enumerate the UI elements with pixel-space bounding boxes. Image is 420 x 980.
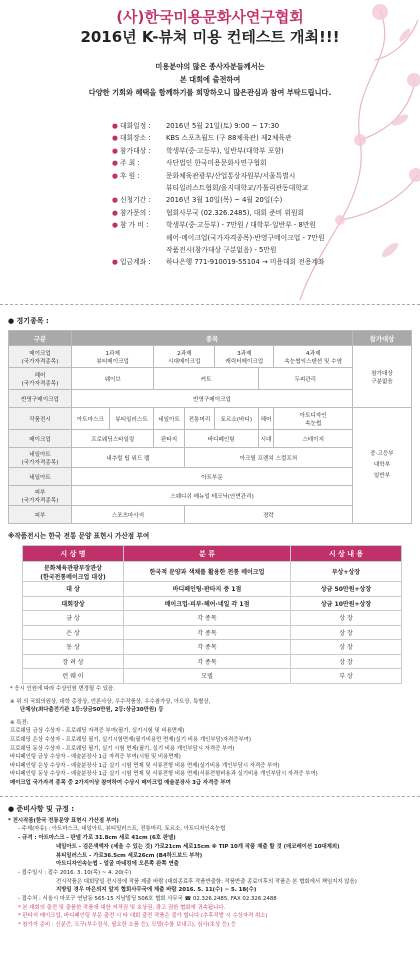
table-header: 시 상 내 용 xyxy=(291,546,402,562)
category-cell: 네일아트 (국가자격종목) xyxy=(9,448,72,468)
info-row xyxy=(112,182,412,194)
category-cell: 메이크업 xyxy=(9,430,72,448)
table-cell: 한국적 문양과 색채를 활용한 전통 메이크업 xyxy=(124,562,291,582)
table-cell: 장 려 상 xyxy=(23,654,124,669)
category-cell: 메이크업 (국가자격종목) xyxy=(9,346,72,368)
info-label: 참가대상 : xyxy=(119,146,151,155)
table-cell: 상금 50만원+상장 xyxy=(291,582,402,597)
info-value: 뷰티일러스트협회/을지대학교/가톨릭관동대학교 xyxy=(165,184,309,193)
divider xyxy=(0,796,420,797)
note-line: 단체상(최다출전기관 1등:상금50만원, 2등:상금30만원) 등 xyxy=(20,707,164,714)
target-cell: 중·고등부 대학부 일반부 xyxy=(353,408,412,524)
awards-table xyxy=(22,545,402,684)
note-line: 바디페인팅 금상 수상자 - 예술분장사 1급 자격증 부여(시험 및 비용면제) xyxy=(10,754,181,761)
note-line: 바디페인팅 은상 수상자 - 예술분장사 1급 실기 시험 면제 및 서류전형 비용 면제(실기비용 개인부담시 자격증 부여) xyxy=(10,762,280,769)
events-table xyxy=(8,330,412,524)
table-cell: 프로웨딩스타일링 xyxy=(72,430,154,448)
table-cell: 상 장 xyxy=(291,640,402,655)
table-cell: 상 장 xyxy=(291,611,402,626)
bullet-icon: ● xyxy=(112,171,118,180)
table-cell: 전통머리 xyxy=(184,408,214,430)
table-cell: 스테이지 xyxy=(274,430,353,448)
info-label: 참가문의 : xyxy=(119,208,151,217)
info-row xyxy=(112,120,412,132)
table-cell: 아크릴 프렌치 스컬프처 xyxy=(184,448,352,468)
info-value: 사단법인 한국미용문화사연구협회 xyxy=(165,159,267,168)
table-cell: 3과제 캐릭터메이크업 xyxy=(215,346,274,368)
category-cell: 헤어 (국가자격종목) xyxy=(9,368,72,390)
table-cell: 판타지 xyxy=(154,430,184,448)
prep-line: 전시작품은 대회당일 전시장에 작품 제출 바람 (대회종료후 작품반출함: 작품반출 종료이후의 작품은 본 협회에서 책임지지 않음) xyxy=(56,878,357,885)
table-cell: 상금 10만원+상장 xyxy=(291,596,402,611)
info-value: 학생부(중·고등부), 일반부(대학부 포함) xyxy=(165,146,284,155)
prep-line: - 접수처 : 서울시 마포구 연남동 565-15 지남빌딩 506호 협회 사무국 ☎ 02.326.2485, FAX 02.326.2488 xyxy=(18,896,277,903)
bullet-icon: ● xyxy=(112,196,118,205)
table-cell: 내추럴 팁 위드 랩 xyxy=(72,448,185,468)
association-title: (사)한국미용문화사연구협회 xyxy=(116,8,304,26)
info-value: 학생부(중·고등부) - 7만원 / 대학부·일반부 - 8만원 xyxy=(165,221,316,230)
note-line: 프로웨딩 은상 수상자 - 프로웨딩 필기, 실기시험면제(필기비용만 면제(실기 비용 개인부담)자격증부여) xyxy=(10,736,251,743)
intro-line: 다양한 기회와 혜택을 함께하기를 희망하오니 많은관심과 참여 부탁드립니다. xyxy=(88,88,332,97)
table-cell: 뷰티일러스트 xyxy=(109,408,154,430)
note-line: ※ 특전: xyxy=(10,719,29,726)
table-cell: 아트디자인 속눈썹 xyxy=(274,408,353,430)
table-cell: 각 종목 xyxy=(124,654,291,669)
table-cell: 커트 xyxy=(154,368,258,390)
table-cell: 상 장 xyxy=(291,654,402,669)
table-cell: 각 종목 xyxy=(124,640,291,655)
table-cell: 대회장상 xyxy=(23,596,124,611)
bonus-note: ※작품전시는 한국 전통 문양 표현시 가산점 부여 xyxy=(8,532,150,540)
prep-line: 네일아트 - 검은색액자 (세울 수 있는 것) 가로21cm 세로15cm ※ TIP 10개 작품 제출 할 것 (데코레이션 10대제외) xyxy=(56,843,340,850)
note-line: 메이크업 국가자격 종목 중 2가지이상 참여하여 수상시 메이크업 예술분장사 3급 자격증 부여 xyxy=(10,779,231,786)
bullet-icon: ● xyxy=(112,122,118,130)
info-label: 대회장소 : xyxy=(119,134,151,143)
bullet-icon: ● xyxy=(112,146,118,155)
table-cell: 각 종목 xyxy=(124,611,291,626)
prep-line: 아트디자인속눈썹 - 얼굴 마네킹에 오른쪽 완쪽 연출 xyxy=(56,861,179,868)
info-row xyxy=(112,256,412,268)
info-row xyxy=(112,244,412,256)
info-value: 2016년 5월 21일(토) 9:00 ~ 17:30 xyxy=(165,122,280,130)
info-value: 협회사무국 (02.326.2485), 대회 준비 위원회 xyxy=(165,208,305,217)
events-heading: ● 경기종목 : xyxy=(8,317,49,325)
info-row xyxy=(112,219,412,231)
info-row xyxy=(112,145,412,157)
prep-line: - 주제(자유) : 아트마스크, 네일아트, 뷰티일러스트, 전통머리, 토르소, 아트디자인속눈썹 xyxy=(18,826,226,833)
info-row xyxy=(112,157,412,169)
table-cell: 헤어 xyxy=(258,408,274,430)
table-cell: 문화체육관광부장관상 (한국전통메이크업 대상) xyxy=(23,562,124,582)
table-cell: 4과제 속눈썹익스텐션 및 수염 xyxy=(274,346,353,368)
contest-title: 2016년 K-뷰쳐 미용 컨테스트 개최!!! xyxy=(80,28,340,46)
divider xyxy=(0,304,420,305)
table-cell: 경락 xyxy=(184,506,352,524)
note-line: * 응시 인원에 따라 수상인원 변경될 수 있음. xyxy=(10,686,115,692)
table-cell: 모델 xyxy=(124,669,291,684)
table-header: 시 상 명 xyxy=(23,546,124,562)
info-label: 신청기간 : xyxy=(119,196,151,205)
intro-line: 미용분야의 많은 종사자분들께서는 xyxy=(155,62,265,71)
info-value: KBS 스포츠월드 (구 88체육관) 제2체육관 xyxy=(165,134,292,143)
prep-line: 지방일 경우 마은의지 앞지 협회사무국에 제출 바람 2016. 5. 11(수) ~ 5. 18(수) xyxy=(56,887,257,894)
table-cell: 시대 xyxy=(258,430,274,448)
table-cell: 네일아트 xyxy=(154,408,184,430)
table-header: 분 류 xyxy=(124,546,291,562)
info-row xyxy=(112,207,412,219)
bullet-icon: ● xyxy=(112,134,118,143)
bullet-icon: ● xyxy=(112,208,118,217)
preparation-section xyxy=(8,805,412,930)
table-cell: 대 상 xyxy=(23,582,124,597)
target-cell: 참가대상 구분없음 xyxy=(353,346,412,408)
category-cell: 피부 (국가자격종목) xyxy=(9,486,72,506)
event-info-list xyxy=(112,120,412,269)
prep-line: * 본 대회의 출전 및 출품한 작품에 대한 저작권 및 초상권, 광고 권한 협회에 귀속됩니다. xyxy=(18,904,226,911)
info-label: 참 가 비 : xyxy=(119,221,149,230)
intro-text xyxy=(0,60,420,99)
table-cell: 상 장 xyxy=(291,625,402,640)
table-cell: 토르소(바디) xyxy=(215,408,258,430)
table-cell: 부 상 xyxy=(291,669,402,684)
category-cell: 네일아트 xyxy=(9,468,72,486)
prep-line: - 접수일시 : 접수 2016. 3. 10(목) ~ 4. 20(수) xyxy=(18,869,132,876)
table-cell: 바디페인팅 xyxy=(184,430,258,448)
table-cell: 1과제 뷰티메이크업 xyxy=(72,346,154,368)
table-cell: 두피관리 xyxy=(258,368,352,390)
table-cell: 부상+상장 xyxy=(291,562,402,582)
prep-line: * 전시작품(한국 전통문양 표현시 가산점 부여) xyxy=(8,817,119,824)
award-notes xyxy=(10,685,410,788)
info-label: 주 최 : xyxy=(119,159,140,168)
info-label xyxy=(120,182,166,194)
prep-line: * 판타지 메이크업, 바디페인팅 부문 출전 시 타 대회 출전 작품은 불가 합니다.(추후적발 시 수상자격 취소) xyxy=(18,913,268,920)
table-cell: 은 상 xyxy=(23,625,124,640)
table-header: 참가대상 xyxy=(353,331,412,346)
note-line: 바디페인팅 동상 수상자 - 예술분장사 1급 실기 시험 면제 및 서류전형 비용 면제(서류전형비용과 실기비용 개인부담시 자격증 부여) xyxy=(10,771,318,778)
info-label: 후 원 : xyxy=(119,171,140,180)
info-row xyxy=(112,132,412,144)
table-cell: 런 웨 이 xyxy=(23,669,124,684)
table-cell: 각 종목 xyxy=(124,625,291,640)
table-cell: 동 상 xyxy=(23,640,124,655)
info-row xyxy=(112,170,412,182)
prep-line: 뷰티일러스트 - 가로36.5cm 세로26cm (B4하드보드 부착) xyxy=(56,852,203,859)
note-line: 프로웨딩 동상 수상자 - 프로웨딩 필기, 실기 시험 면제(필기, 실기 비용 개인부담시 자격증 부여) xyxy=(10,745,235,752)
table-cell: 바디페인팅·판타지 중 1점 xyxy=(124,582,291,597)
info-row xyxy=(112,232,412,244)
category-cell: 작품전시 xyxy=(9,408,72,430)
table-cell: 아트마스크 xyxy=(72,408,110,430)
info-value: 2016년 3월 10일(목) ~ 4월 20일(수) xyxy=(165,196,283,205)
table-cell: 웨이브 xyxy=(72,368,154,390)
prep-line: * 참가자 준비 : 신분증, 도구(부수장식, 필요한 소품 등), 모델(수를 보내고), 심사(초상 등) 등 xyxy=(18,922,237,929)
info-label: 대회일정 : xyxy=(119,122,151,130)
table-cell: 메이크업·피부·헤어·네일 각 1점 xyxy=(124,596,291,611)
info-value: 하나은행 771-910019-55104 → 미용대회 전용계좌 xyxy=(165,258,325,267)
table-cell: 2과제 시대메이크업 xyxy=(154,346,215,368)
table-cell: 스웨디쉬 매뉴얼 테크닉(안면관리) xyxy=(72,486,353,506)
table-header: 구분 xyxy=(9,331,72,346)
info-label: 입금계좌 : xyxy=(119,258,151,267)
prep-heading: ● 준비사항 및 규정 : xyxy=(8,805,74,813)
bullet-icon: ● xyxy=(112,159,118,168)
table-cell: 금 상 xyxy=(23,611,124,626)
note-line: ※ 위 의 국회의원상, 대학 총장상, 언론사상, 우수작품상, 우수참가상, 아트상, 특별상, xyxy=(10,698,211,705)
table-cell: 스포츠마사지 xyxy=(72,506,185,524)
bullet-icon: ● xyxy=(112,221,118,230)
info-value: 작품전시(참가대상 구분없음) - 5만원 xyxy=(165,246,277,255)
category-cell: 피부 xyxy=(9,506,72,524)
category-cell: 반영구메이크업 xyxy=(9,390,72,408)
info-row xyxy=(112,194,412,206)
table-cell: 반영구메이크업 xyxy=(72,390,353,408)
info-label xyxy=(120,244,166,256)
info-value: 헤어·메이크업(국가자격종목)·반영구메이크업 - 7만원 xyxy=(165,233,325,242)
bullet-icon: ● xyxy=(112,258,118,267)
table-cell: 아트부문 xyxy=(72,468,353,486)
intro-line: 본 대회에 출전하여 xyxy=(179,75,241,84)
info-label xyxy=(120,232,166,244)
table-header: 종목 xyxy=(72,331,353,346)
note-line: 프로웨딩 금상 수상자 - 프로웨딩 자격증 부여(필기, 실기시험 및 비용면제) xyxy=(10,728,185,735)
info-value: 문화체육관광부/산업통상자원부/서울특별시 xyxy=(165,171,296,180)
prep-line: - 규격 : 아트마스크 - 판넬 가로 31.8cm 세로 41cm (6호 판넬) xyxy=(18,835,176,842)
